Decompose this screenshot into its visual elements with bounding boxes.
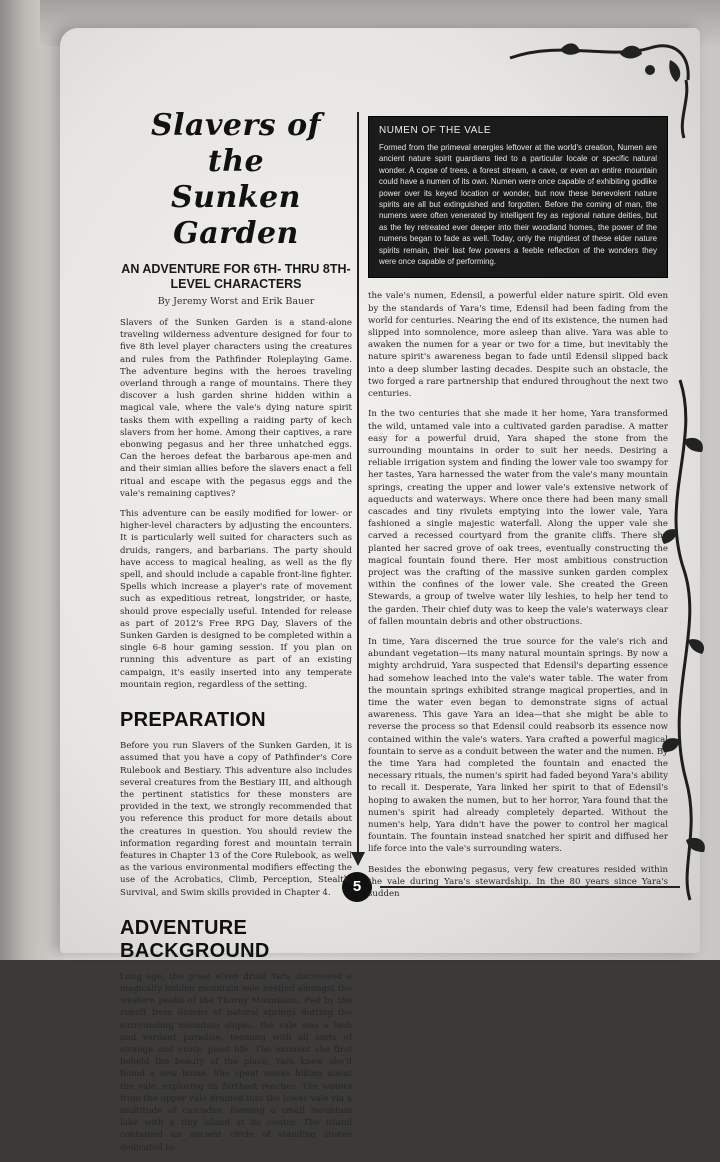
sidebar-text: Formed from the primeval energies leftover at the world's creation, Numen are ancient nature spirit guardians tied to a particular locale or specific natural wonder. A copse of trees, a forest stream, a cave, or even an entire mountain could have a numen of its own. Numen were once capable of exhibiting godlike power over its keyed location or wonder, but now these benevolent nature spirits are all but extinguished and forgotten. Before the coming of man, the numens were often venerated by intelligent fey as regional nature deities, but as the fey retreated ever deeper into their woodland homes, the power of the numens began to fade as well. Today, only the mightiest of these elder nature spirits remain, their last few powers a feeble reflection of the wonders they were once capable of performing. <box>379 143 657 267</box>
column-divider <box>357 112 359 857</box>
byline: By Jeremy Worst and Erik Bauer <box>157 296 315 307</box>
sidebar-title: NUMEN OF THE VALE <box>379 125 492 136</box>
previous-page-edge <box>0 0 64 960</box>
left-column <box>120 108 352 1162</box>
title-line-1: Slavers of the <box>150 108 322 179</box>
page-number: 5 <box>342 872 372 902</box>
intro-paragraph-1: Slavers of the Sunken Garden is a stand-alone traveling wilderness adventure designed for four to five 8th level player characters using the creatures and rules from the Pathfinder Roleplaying Game. The adventure begins with the heroes traveling overland through a range of mountains. There they discover a lush garden shrine hidden within a magical vale, where the vale's dying nature spirit tasks them with expelling a raiding party of kech slavers from her home. Among their captives, a rare ebonwing pegasus and her three unhatched eggs. Can the heroes defeat the barbarous ape-men and and their simian allies before the slavers enact a fell ritual and escape with the pegasus eggs and the vale's remaining captives? <box>120 318 352 499</box>
right-paragraph-3: In time, Yara discerned the true source for the vale's rich and abundant vegetation—its many natural mountain springs. By now a mighty archdruid, Yara suspected that Edensil's departing essence had somehow leached into the vale's water table. The water from the mountain springs exhibited strange magical properties, and in time the water even began to demonstrate signs of actual awareness. This gave Yara an idea—that she might be able to reverse the process so that Edensil could reabsorb its essence now contained within the vale's waters. Yara crafted a powerful magical fountain to serve as a conduit between the water and the numen. By the time Yara had completed the fountain and enacted the necessary rituals, the numen's spirit had faded beyond Yara's ability to recall it. Desperate, Yara linked her spirit to that of Edensil's hoping to awaken the numen, but to her horror, Yara found that the numen's spirit had already completely departed. Without the numen's help, Yara didn't have the power to control her magical fountain. The fountain instead snatched her spirit and diffused her life force into the vale's surrounding waters. <box>368 636 668 855</box>
right-column <box>368 116 668 908</box>
right-paragraph-2: In the two centuries that she made it her home, Yara transformed the wild, untamed vale into a cultivated garden paradise. A matter easy for a powerful druid, Yara shaped the stone from the surrounding mountains in order to suit her needs. Desiring a reliable irrigation system and finding the lower vale too swampy for her tastes, Yara harnessed the water from the vale's many mountain springs, creating the upper and lower vale's extensive network of aqueducts and waterways. Where once there had been many small cascades and tiny rivulets emptying into the lower vale, Yara fashioned a single majestic waterfall. Along the upper vale she carved a recessed courtyard from the granite cliffs. There she planted her sacred grove of oak trees, eventually constructing the magical fountain found there. Her most ambitious construction project was the crafting of the massive sunken garden complex within the confines of the lower vale. She created the Green Stewards, a group of twelve water lily leshies, to help her tend to the garden. Their chief duty was to keep the vale's waterways clear of fallen mountain debris and other obstructions. <box>368 409 668 627</box>
intro-paragraph-2: This adventure can be easily modified for lower- or higher-level characters by adjusting the encounters. It is particularly well suited for characters such as druids, rangers, and barbarians. The party should have access to magical healing, as well as the fly spell, and should include a capable front-line fighter. Spells which increase a player's rate of movement such as expeditious retreat, longstrider, or haste, should prove especially useful. Intended for release as part of 2012's Free RPG Day, Slavers of the Sunken Garden is designed to be completed within a single 6-8 hour gaming session. If you plan on running this adventure as part of an existing campaign, it's easily inserted into any temperate mountain region, regardless of the setting. <box>120 509 352 690</box>
title-line-2: Sunken Garden <box>171 180 301 251</box>
preparation-heading: PREPARATION <box>120 709 266 732</box>
right-paragraph-1: the vale's numen, Edensil, a powerful elder nature spirit. Old even by the standards of Yara's time, Edensil had been fading from the world for centuries. Nearing the end of its existence, the numen had slipped into somnolence, more asleep than alive. Yara was able to awaken the numen for a year or two for a time, but inevitably the nature spirit's awareness began to fade until Edensil slipped back into a deep slumber lasting decades. Despite such an obstacle, the two forged a rare partnership that endured throughout the next two centuries. <box>368 291 668 400</box>
background-paragraph: Long ago, the great elven druid Yara discovered a magically hidden mountain vale nestled amongst the western peaks of the Thorny Mountains. Fed by the runoff from dozens of natural springs dotting the surrounding mountain slopes, the vale was a lush and verdant paradise, teeming with all sorts of strange and exotic plant life. The moment she first beheld the beauty of the place, Yara knew she'd found a new home. She spent weeks hiking about the vale, exploring its furthest reaches. The waters from the upper vale drained into the lower vale via a multitude of cascades, forming a small mountain lake with a tiny island at its center. The island contained an ancient circle of standing stones dedicated to <box>120 971 352 1153</box>
right-paragraph-4: Besides the ebonwing pegasus, very few creatures resided within the vale during Yara's stewardship. In the 80 years since Yara's sudden <box>368 864 668 900</box>
divider-arrow-icon <box>351 852 365 866</box>
background-heading: ADVENTURE BACKGROUND <box>120 916 270 962</box>
subtitle: AN ADVENTURE FOR 6TH- THRU 8TH-LEVEL CHARACTERS <box>121 262 351 291</box>
numen-sidebar <box>368 116 668 278</box>
preparation-paragraph: Before you run Slavers of the Sunken Garden, it is assumed that you have a copy of Pathfinder's Core Rulebook and Bestiary. This adventure also includes several creatures from the Bestiary III, and although the pertinent statistics for these monsters are provided in the text, we strongly recommended that you reference this product for more details about the creatures in question. You should review the information regarding forest and mountain terrain features in Chapter 13 of the Core Rulebook, as well as the various environmental modifiers effecting the use of the Acrobatics, Climb, Perception, Stealth, Survival, and Swim skills provided in Chapter 4. <box>120 741 352 898</box>
